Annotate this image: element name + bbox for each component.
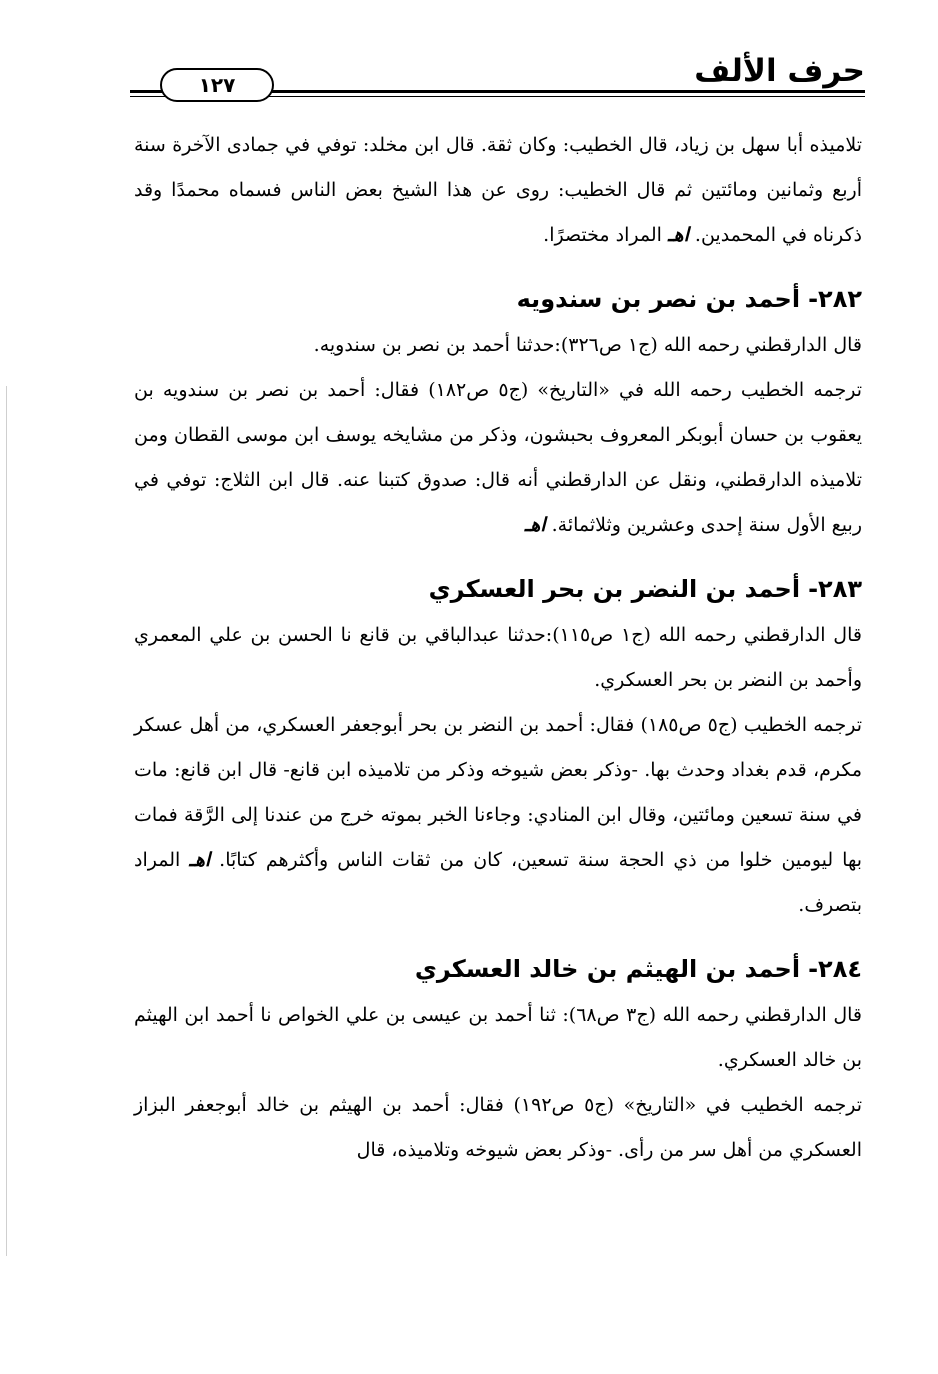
entry-284 (134, 952, 862, 1173)
end-marker: اهـ (189, 849, 211, 871)
page-body (134, 123, 862, 1173)
end-marker: اهـ (667, 224, 689, 246)
entry-heading (134, 952, 862, 986)
entry-283 (134, 572, 862, 928)
entry-biography-paragraph (134, 703, 862, 928)
entry-biography-text: ترجمه الخطيب رحمه الله في «التاريخ» (ج٥ ص١٨٢) فقال: أحمد بن نصر بن سندويه بن يعقوب بن حسان أبوبكر المعروف بحبشون، وذكر من مشايخه يوسف ابن موسى القطان ومن تلاميذه الدارقطني، ونقل عن الدارقطني أنه قال: صدوق كتبنا عنه. قال ابن الثلاج: توفي في ربيع الأول سنة إحدى وعشرين وثلاثمائة. (134, 379, 863, 536)
entry-name: أحمد بن الهيثم بن خالد العسكري (414, 955, 801, 983)
intro-paragraph (134, 123, 862, 258)
entry-name: أحمد بن نصر بن سندويه (516, 285, 801, 313)
page-number-badge: ١٢٧ (160, 68, 274, 102)
entry-biography-text: ترجمه الخطيب (ج٥ ص١٨٥) فقال: أحمد بن النضر بن بحر أبوجعفر العسكري، من أهل عسكر مكرم، قدم بغداد وحدث بها. -وذكر بعض شيوخه وذكر من تلاميذه ابن قانع- قال ابن قانع: مات في سنة تسعين ومائتين، وقال ابن المنادي: وجاءنا الخبر بموته خرج من عندنا إلى الرَّقة فمات بها ليومين خلوا من ذي الحجة سنة تسعين، كان من ثقات الناس وأكثرهم كتابًا. (134, 714, 862, 871)
entry-biography-paragraph: ترجمه الخطيب في «التاريخ» (ج٥ ص١٩٢) فقال: أحمد بن الهيثم بن خالد أبوجعفر البزاز العسكري من أهل سر من رأى. -وذكر بعض شيوخه وتلاميذه، قال (134, 1094, 862, 1161)
entry-citation-paragraph: قال الدارقطني رحمه الله (ج١ ص١١٥):حدثنا عبدالباقي بن قانع نا الحسن بن علي المعمري وأحمد بن النضر بن بحر العسكري. (134, 624, 862, 691)
entry-citation-paragraph: قال الدارقطني رحمه الله (ج١ ص٣٢٦):حدثنا أحمد بن نصر بن سندويه. (313, 334, 862, 356)
intro-text: تلاميذه أبا سهل بن زياد، قال الخطيب: وكان ثقة. قال ابن مخلد: توفي في جمادى الآخرة سنة أربع وثمانين ومائتين ثم قال الخطيب: روى عن هذا الشيخ بعض الناس فسماه محمدًا وقد ذكرناه في المحمدين. (134, 134, 862, 246)
entry-name: أحمد بن النضر بن بحر العسكري (428, 575, 801, 603)
end-marker: اهـ (524, 514, 546, 536)
entry-biography-paragraph (134, 368, 862, 548)
entry-citation-paragraph: قال الدارقطني رحمه الله (ج٣ ص٦٨): ثنا أحمد بن عيسى بن علي الخواص نا أحمد ابن الهيثم بن خالد العسكري. (134, 1004, 862, 1071)
entry-biography-end: المراد بتصرف. (134, 849, 862, 916)
entry-heading (134, 572, 862, 606)
entry-heading (134, 282, 862, 316)
scan-edge-line (6, 386, 7, 1256)
entry-number: ٢٨٤- (808, 955, 862, 983)
entry-number: ٢٨٣- (808, 575, 862, 603)
intro-end-text: المراد مختصرًا. (543, 224, 662, 246)
page-header (130, 50, 865, 110)
entry-282 (134, 282, 862, 548)
entry-number: ٢٨٢- (808, 285, 862, 313)
chapter-title: حرف الألف (686, 52, 865, 90)
